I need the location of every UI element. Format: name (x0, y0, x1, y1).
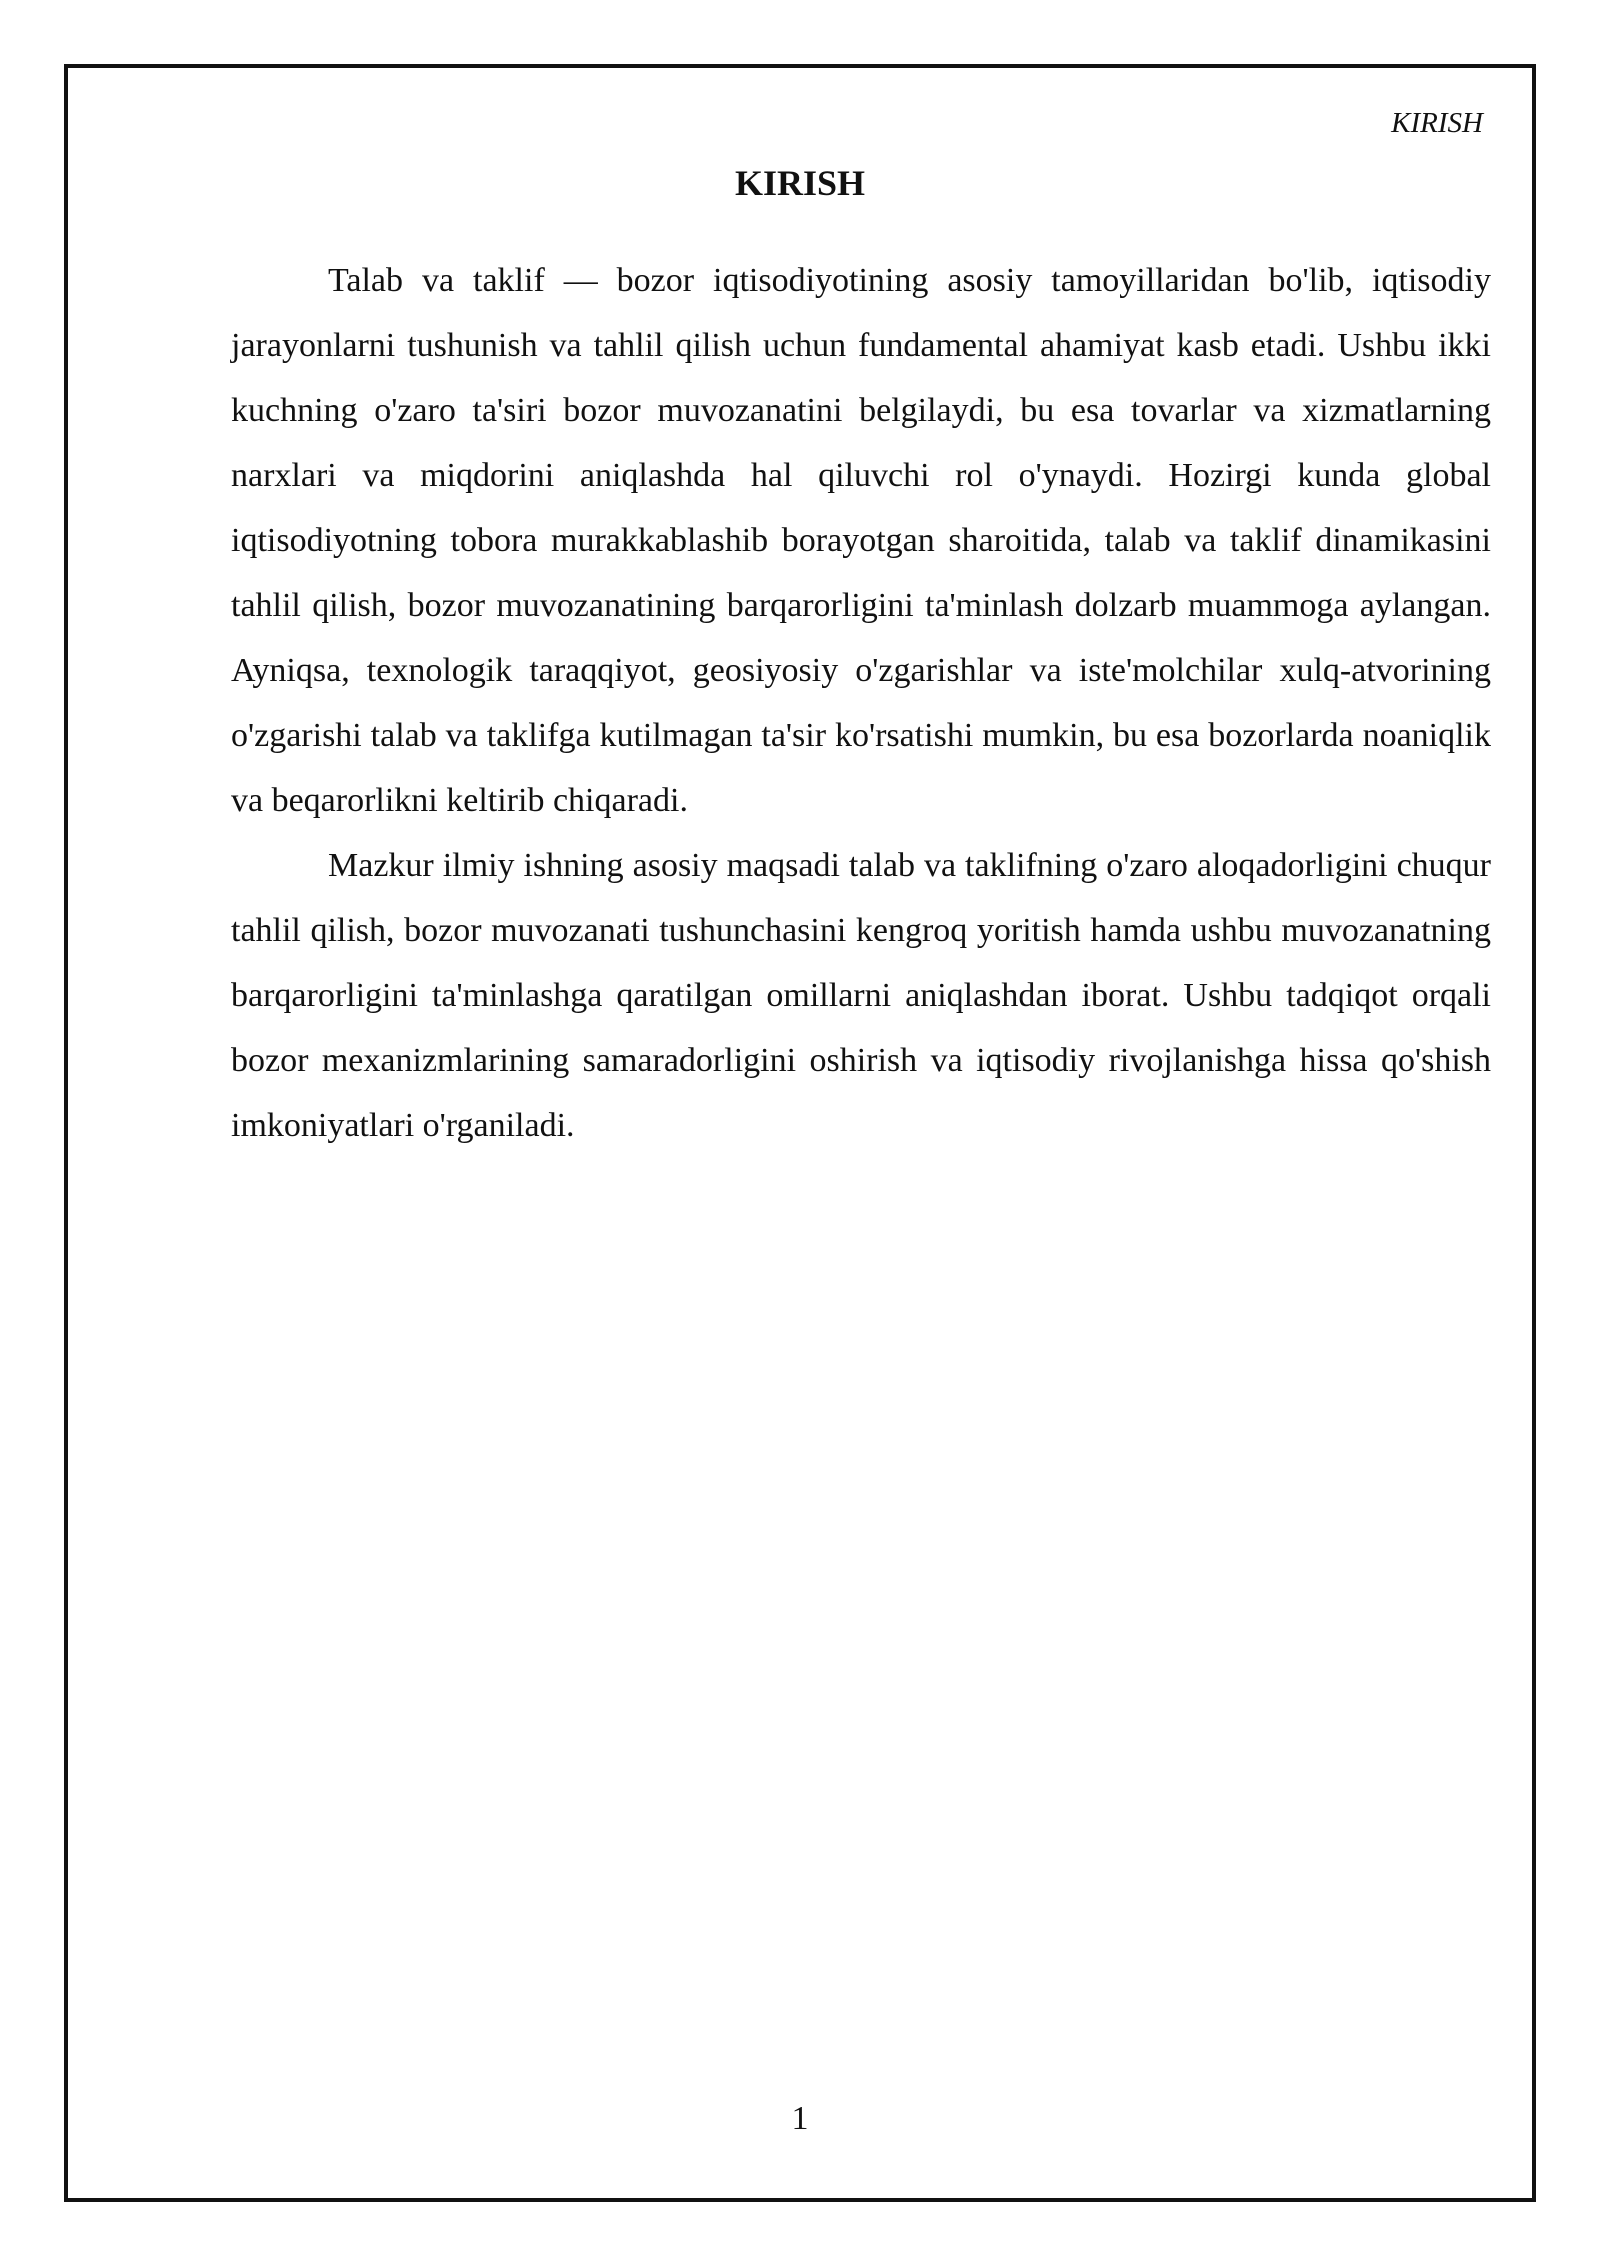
paragraph-1: Talab va taklif — bozor iqtisodiyotining asosiy tamoyillaridan bo'lib, iqtisodiy jarayonlarni tushunish va tahlil qilish uchun fundamental ahamiyat kasb etadi. Ushbu ikki kuchning o'zaro ta'siri bozor muvozanatini belgilaydi, bu esa tovarlar va xizmatlarning narxlari va miqdorini aniqlashda hal qiluvchi rol o'ynaydi. Hozirgi kunda global iqtisodiyotning tobora murakkablashib borayotgan sharoitida, talab va taklif dinamikasini tahlil qilish, bozor muvozanatining barqarorligini ta'minlash dolzarb muammoga aylangan. Ayniqsa, texnologik taraqqiyot, geosiyosiy o'zgarishlar va iste'molchilar xulq-atvorining o'zgarishi talab va taklifga kutilmagan ta'sir ko'rsatishi mumkin, bu esa bozorlarda noaniqlik va beqarorlikni keltirib chiqaradi. (231, 262, 1491, 819)
running-header: KIRISH (1391, 107, 1483, 139)
body-text (231, 248, 1491, 1158)
page-frame (64, 64, 1536, 2202)
page-number: 1 (791, 2100, 809, 2137)
page-title: KIRISH (734, 163, 866, 203)
paragraph-2: Mazkur ilmiy ishning asosiy maqsadi talab va taklifning o'zaro aloqadorligini chuqur tahlil qilish, bozor muvozanati tushunchasini kengroq yoritish hamda ushbu muvozanatning barqarorligini ta'minlashga qaratilgan omillarni aniqlashdan iborat. Ushbu tadqiqot orqali bozor mexanizmlarining samaradorligini oshirish va iqtisodiy rivojlanishga hissa qo'shish imkoniyatlari o'rganiladi. (231, 847, 1491, 1144)
